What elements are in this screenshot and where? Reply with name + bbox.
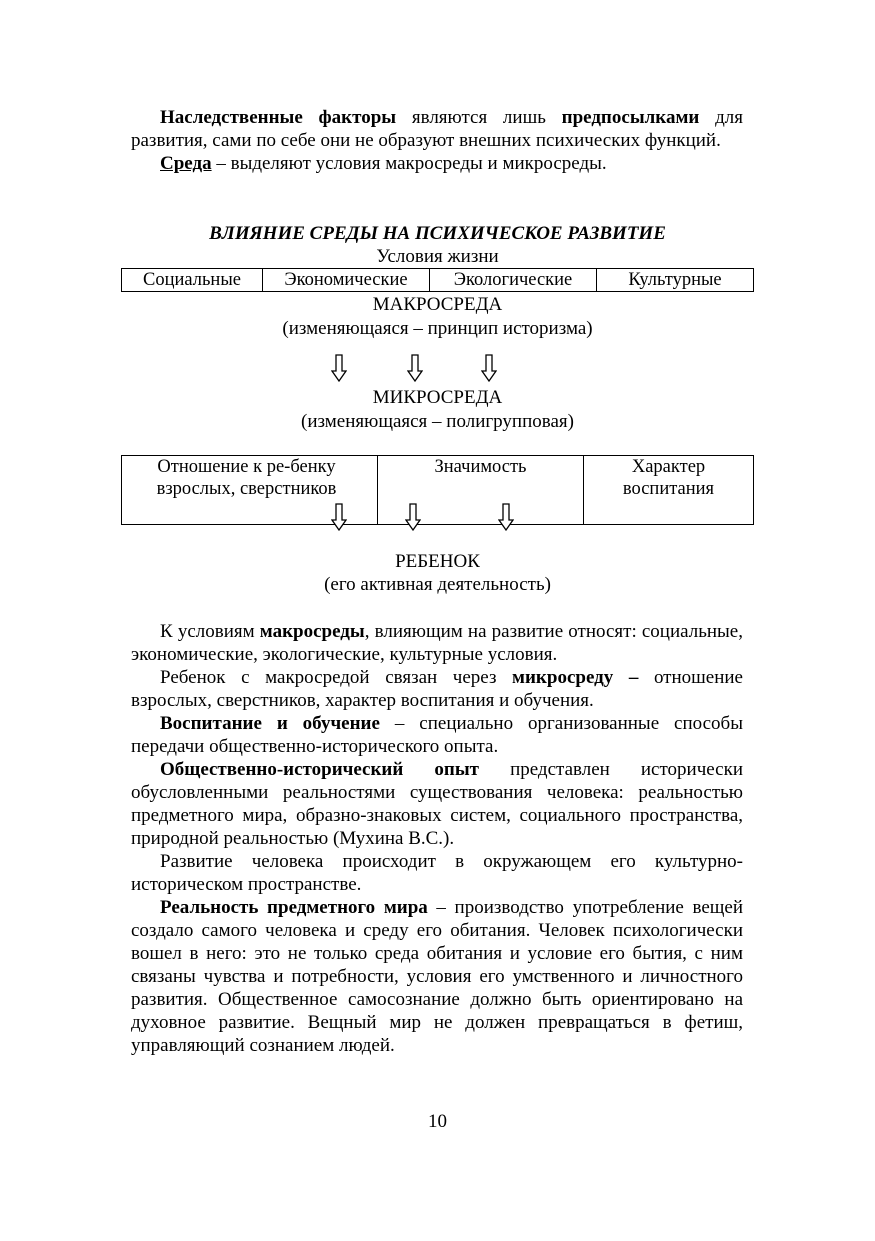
factor-significance: Значимость: [378, 456, 584, 525]
down-arrow-icon: [331, 354, 347, 382]
paragraph-child-microenvironment: Ребенок с макросредой связан через микросреду – отношение взрослых, сверстников, характер воспитания и обучения.: [131, 667, 743, 711]
down-arrow-icon: [405, 503, 421, 531]
conditions-table: [121, 268, 754, 292]
body-section: [131, 620, 743, 1057]
down-arrow-icon: [407, 354, 423, 382]
micro-note: (изменяющаяся – полигрупповая): [301, 411, 574, 432]
paragraph-education: Воспитание и обучение – специально организованные способы передачи общественно-исторического опыта.: [131, 713, 743, 757]
intro-section: [131, 106, 743, 175]
condition-economic: Экономические: [263, 269, 430, 292]
paragraph-sociohistorical-experience: Общественно-исторический опыт представлен исторически обусловленными реальностями существования человека: реальностью предметного мира, образно-знаковых систем, социального пространства, природной реальностью (Мухина В.С.).: [131, 759, 743, 849]
condition-cultural: Культурные: [597, 269, 754, 292]
diagram-title: ВЛИЯНИЕ СРЕДЫ НА ПСИХИЧЕСКОЕ РАЗВИТИЕ: [209, 223, 666, 244]
factor-attitude: Отношение к ре-бенку взрослых, сверстников: [122, 456, 378, 525]
condition-ecological: Экологические: [430, 269, 597, 292]
micro-factors-table: [121, 455, 754, 525]
child-note: (его активная деятельность): [324, 574, 551, 595]
paragraph-object-world: Реальность предметного мира – производство употребление вещей создало самого человека и среду его обитания. Человек психологически вошел в него: это не только среда обитания и условие его бытия, с ним связаны чувства и потребности, условия его умственного и личностного развития. Общественное самосознание должно быть ориентировано на духовное развитие. Вещный мир не должен превращаться в фетиш, управляющий сознанием людей.: [131, 897, 744, 1056]
intro-paragraph-heredity: Наследственные факторы являются лишь предпосылками для развития, сами по себе они не образуют внешних психических функций.: [131, 107, 743, 151]
paragraph-human-development: Развитие человека происходит в окружающем его культурно-историческом пространстве.: [131, 851, 743, 895]
down-arrow-icon: [481, 354, 497, 382]
paragraph-macro-conditions: К условиям макросреды, влияющим на развитие относят: социальные, экономические, экологические, культурные условия.: [131, 621, 743, 665]
page-number: 10: [428, 1111, 447, 1132]
intro-paragraph-environment: Среда – выделяют условия макросреды и микросреды.: [160, 153, 607, 174]
conditions-label: Условия жизни: [376, 246, 499, 267]
micro-label: МИКРОСРЕДА: [372, 387, 503, 408]
down-arrow-icon: [331, 503, 347, 531]
factor-upbringing: Характер воспитания: [584, 456, 754, 525]
macro-label: МАКРОСРЕДА: [372, 294, 503, 315]
macro-note: (изменяющаяся – принцип историзма): [282, 318, 593, 339]
down-arrow-icon: [498, 503, 514, 531]
child-label: РЕБЕНОК: [395, 551, 480, 572]
condition-social: Социальные: [122, 269, 263, 292]
